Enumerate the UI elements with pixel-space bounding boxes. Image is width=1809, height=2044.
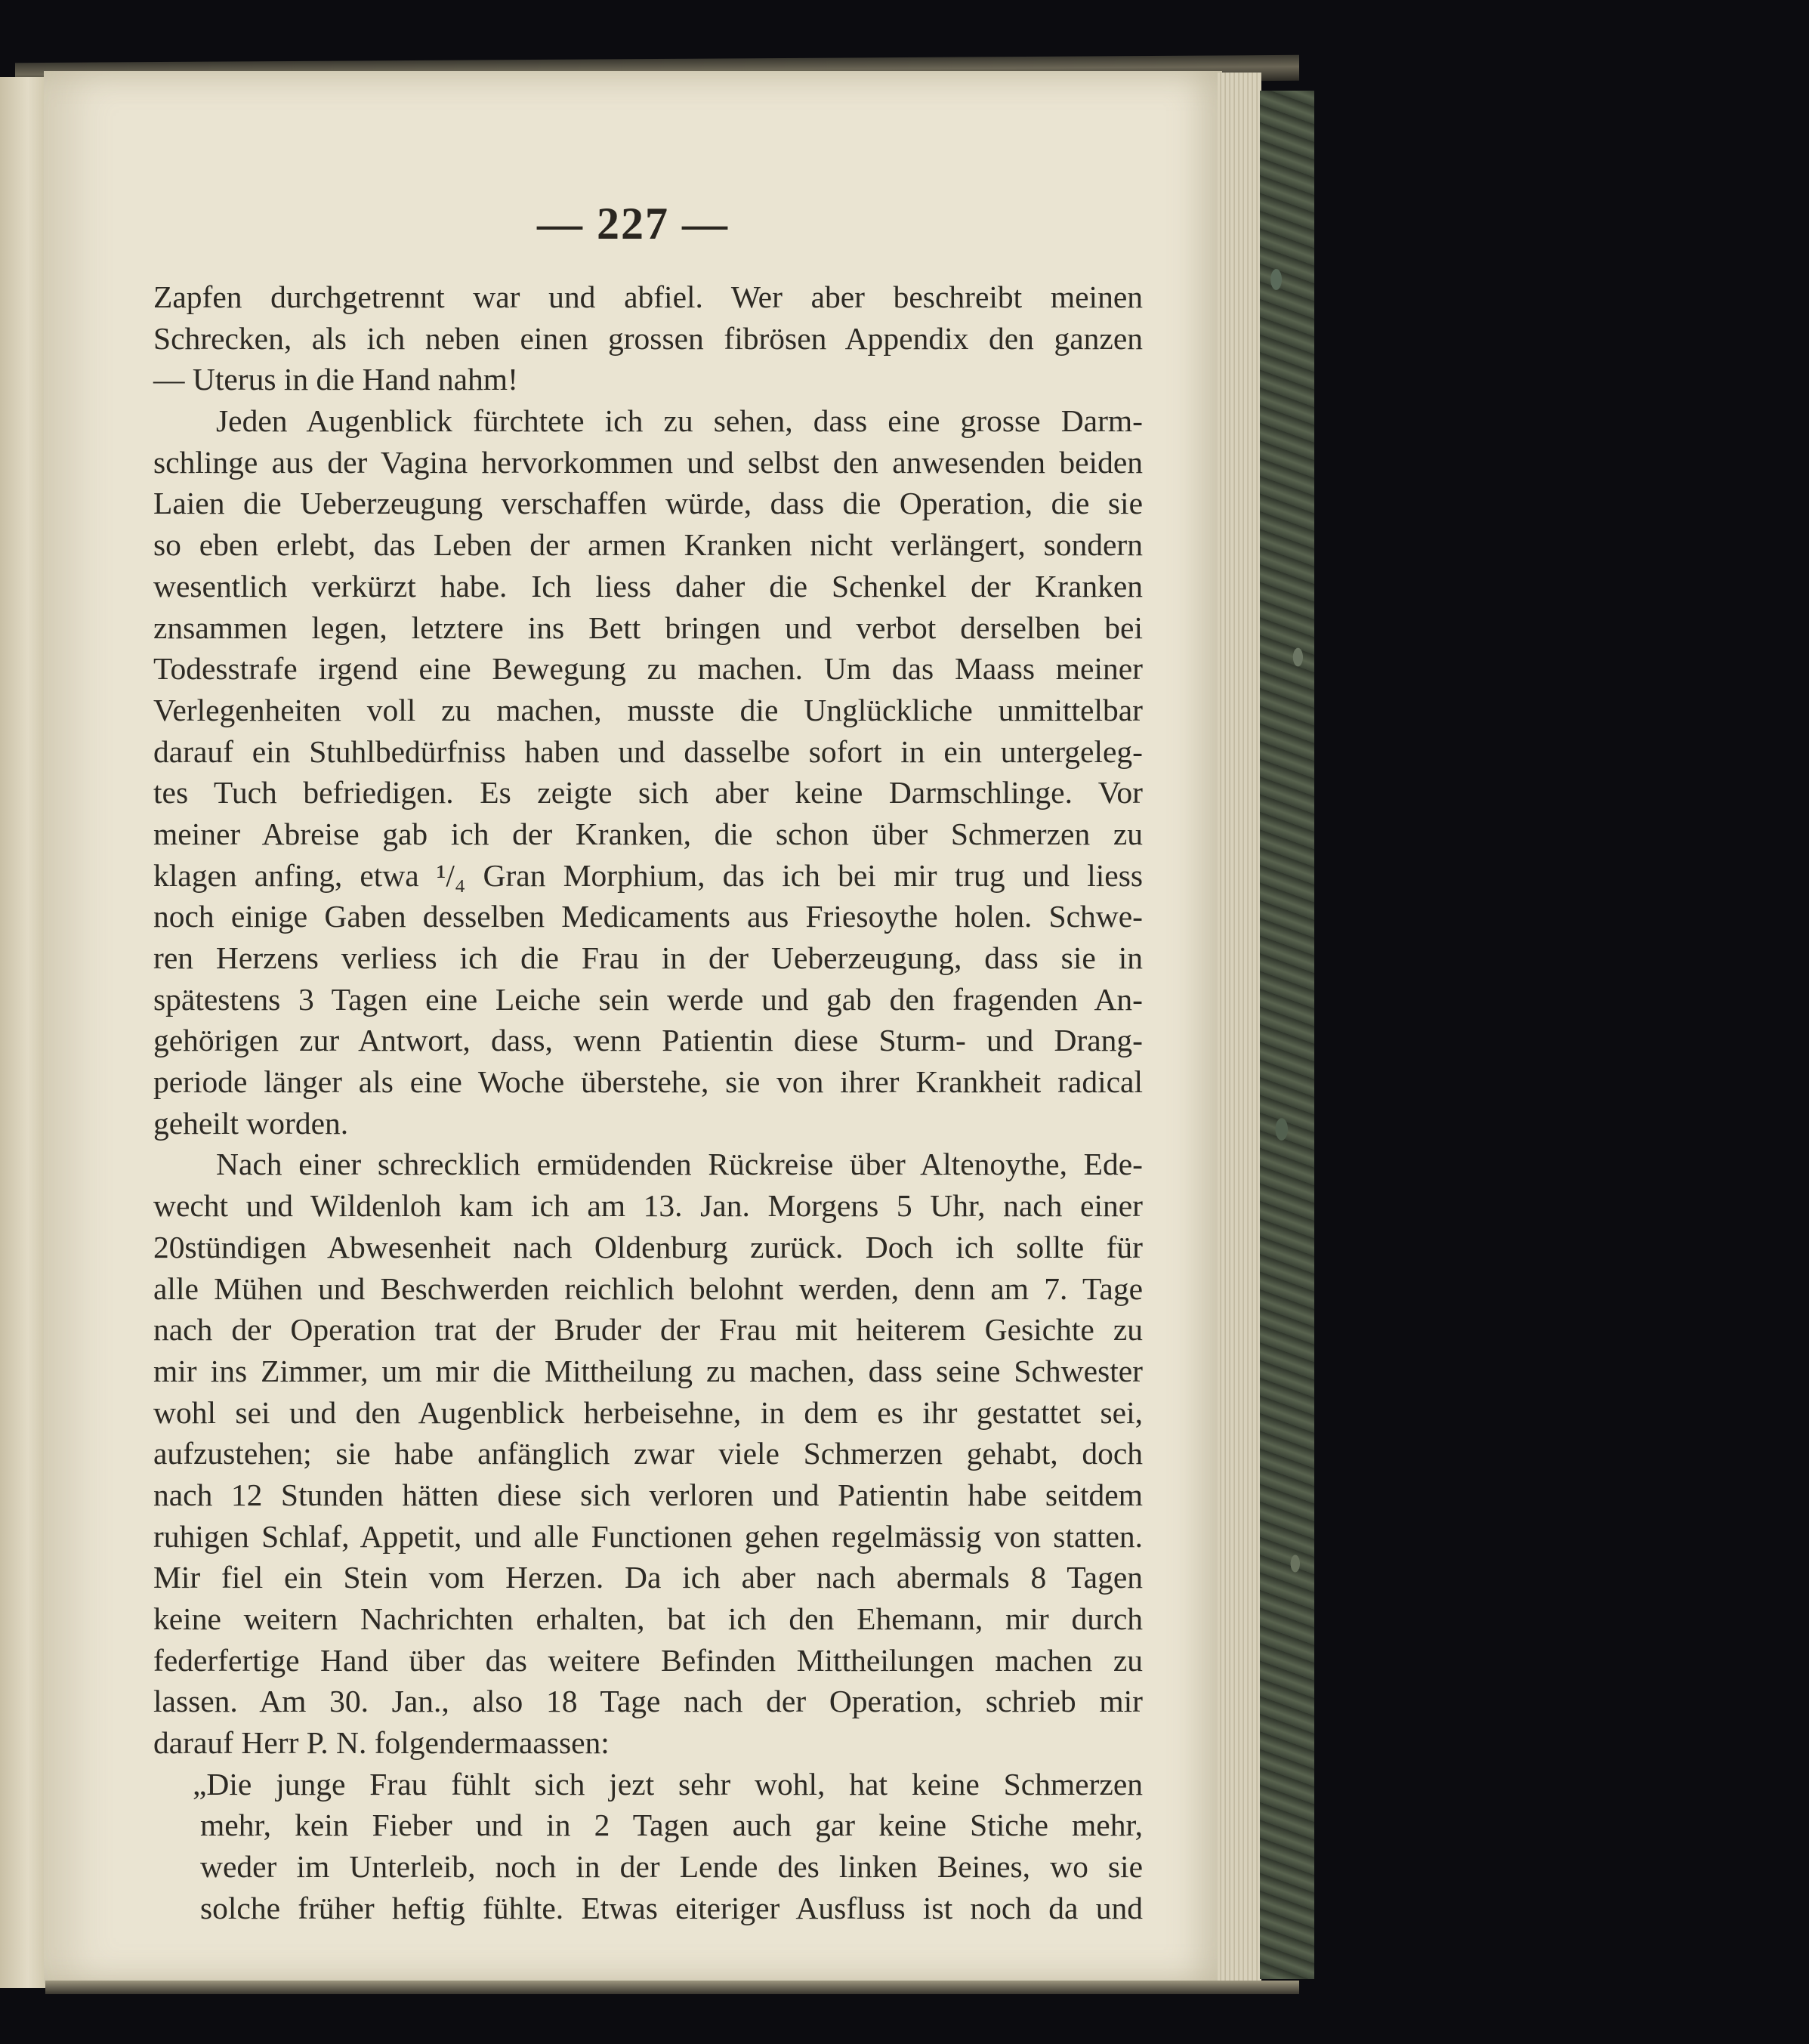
text-line: aufzustehen; sie habe anfänglich zwar viele Schmerzen gehabt, doch	[153, 1436, 1143, 1471]
text-line: nach der Operation trat der Bruder der Frau mit heiterem Gesichte zu	[153, 1312, 1143, 1348]
text-line: geheilt worden.	[153, 1105, 349, 1141]
text-line: keine weitern Nachrichten erhalten, bat ich den Ehemann, mir durch	[153, 1601, 1143, 1636]
page-number: — 227 —	[537, 199, 729, 249]
text-line: darauf ein Stuhlbedürfniss haben und dasselbe sofort in ein untergeleg-	[153, 733, 1143, 769]
text-line: noch einige Gaben desselben Medicaments aus Friesoythe holen. Schwe-	[153, 899, 1143, 934]
text-line: lassen. Am 30. Jan., also 18 Tage nach der Operation, schrieb mir	[153, 1684, 1143, 1719]
text-line: gehörigen zur Antwort, dass, wenn Patientin diese Sturm- und Drang-	[153, 1023, 1143, 1058]
text-line: meiner Abreise gab ich der Kranken, die schon über Schmerzen zu	[153, 816, 1143, 851]
book-bottom-edge	[45, 1981, 1299, 1994]
text-line: Verlegenheiten voll zu machen, musste die Unglückliche unmittelbar	[153, 692, 1143, 727]
page-stack-edge	[1218, 73, 1261, 1982]
text-line: wesentlich verkürzt habe. Ich liess daher die Schenkel der Kranken	[153, 568, 1143, 604]
text-line: mir ins Zimmer, um mir die Mittheilung zu machen, dass seine Schwester	[153, 1353, 1143, 1388]
left-page-edge	[0, 77, 47, 1988]
text-line: Zapfen durchgetrennt war und abfiel. Wer aber beschreibt meinen	[153, 279, 1143, 314]
text-line: periode länger als eine Woche überstehe, sie von ihrer Krankheit radical	[153, 1064, 1143, 1100]
text-line: federfertige Hand über das weitere Befinden Mittheilungen machen zu	[153, 1642, 1143, 1678]
text-line: Jeden Augenblick fürchtete ich zu sehen, dass eine grosse Darm-	[216, 403, 1143, 439]
quote-line: weder im Unterleib, noch in der Lende des linken Beines, wo sie	[200, 1849, 1143, 1885]
quote-line: „Die junge Frau fühlt sich jezt sehr wohl, hat keine Schmerzen	[193, 1766, 1143, 1802]
text-line: Nach einer schrecklich ermüdenden Rückreise über Altenoythe, Ede-	[216, 1147, 1143, 1182]
page-body-text	[153, 276, 1143, 1929]
quote-line: solche früher heftig fühlte. Etwas eiteriger Ausfluss ist noch da und	[200, 1890, 1143, 1925]
text-line: — Uterus in die Hand nahm!	[153, 362, 518, 397]
text-line: ruhigen Schlaf, Appetit, und alle Functionen gehen regelmässig von statten.	[153, 1518, 1143, 1554]
text-line: schlinge aus der Vagina hervorkommen und selbst den anwesenden beiden	[153, 444, 1143, 480]
text-line: znsammen legen, letztere ins Bett bringen und verbot derselben bei	[153, 610, 1143, 645]
marbled-cover-edge	[1260, 91, 1314, 1979]
text-line: Todesstrafe irgend eine Bewegung zu machen. Um das Maass meiner	[153, 651, 1143, 687]
book-page	[44, 71, 1222, 1984]
text-line: Schrecken, als ich neben einen grossen fibrösen Appendix den ganzen	[153, 320, 1143, 356]
text-line: so eben erlebt, das Leben der armen Kranken nicht verlängert, sondern	[153, 527, 1143, 563]
text-line: spätestens 3 Tagen eine Leiche sein werde und gab den fragenden An-	[153, 981, 1143, 1017]
text-line: tes Tuch befriedigen. Es zeigte sich aber keine Darmschlinge. Vor	[153, 775, 1143, 810]
text-line: Laien die Ueberzeugung verschaffen würde, dass die Operation, die sie	[153, 486, 1143, 521]
text-line: nach 12 Stunden hätten diese sich verloren und Patientin habe seitdem	[153, 1477, 1143, 1512]
quote-line: mehr, kein Fieber und in 2 Tagen auch gar keine Stiche mehr,	[200, 1808, 1143, 1843]
text-line: wecht und Wildenloh kam ich am 13. Jan. Morgens 5 Uhr, nach einer	[153, 1188, 1143, 1224]
text-line: alle Mühen und Beschwerden reichlich belohnt werden, denn am 7. Tage	[153, 1271, 1143, 1306]
text-line: ren Herzens verliess ich die Frau in der Ueberzeugung, dass sie in	[153, 940, 1143, 975]
text-line: Mir fiel ein Stein vom Herzen. Da ich aber nach abermals 8 Tagen	[153, 1560, 1143, 1595]
text-line: klagen anfing, etwa ¹/₄ Gran Morphium, das ich bei mir trug und liess	[153, 857, 1143, 893]
text-line: 20stündigen Abwesenheit nach Oldenburg zurück. Doch ich sollte für	[153, 1229, 1143, 1264]
text-line: darauf Herr P. N. folgendermaassen:	[153, 1725, 610, 1761]
text-line: wohl sei und den Augenblick herbeisehne, in dem es ihr gestattet sei,	[153, 1394, 1143, 1430]
